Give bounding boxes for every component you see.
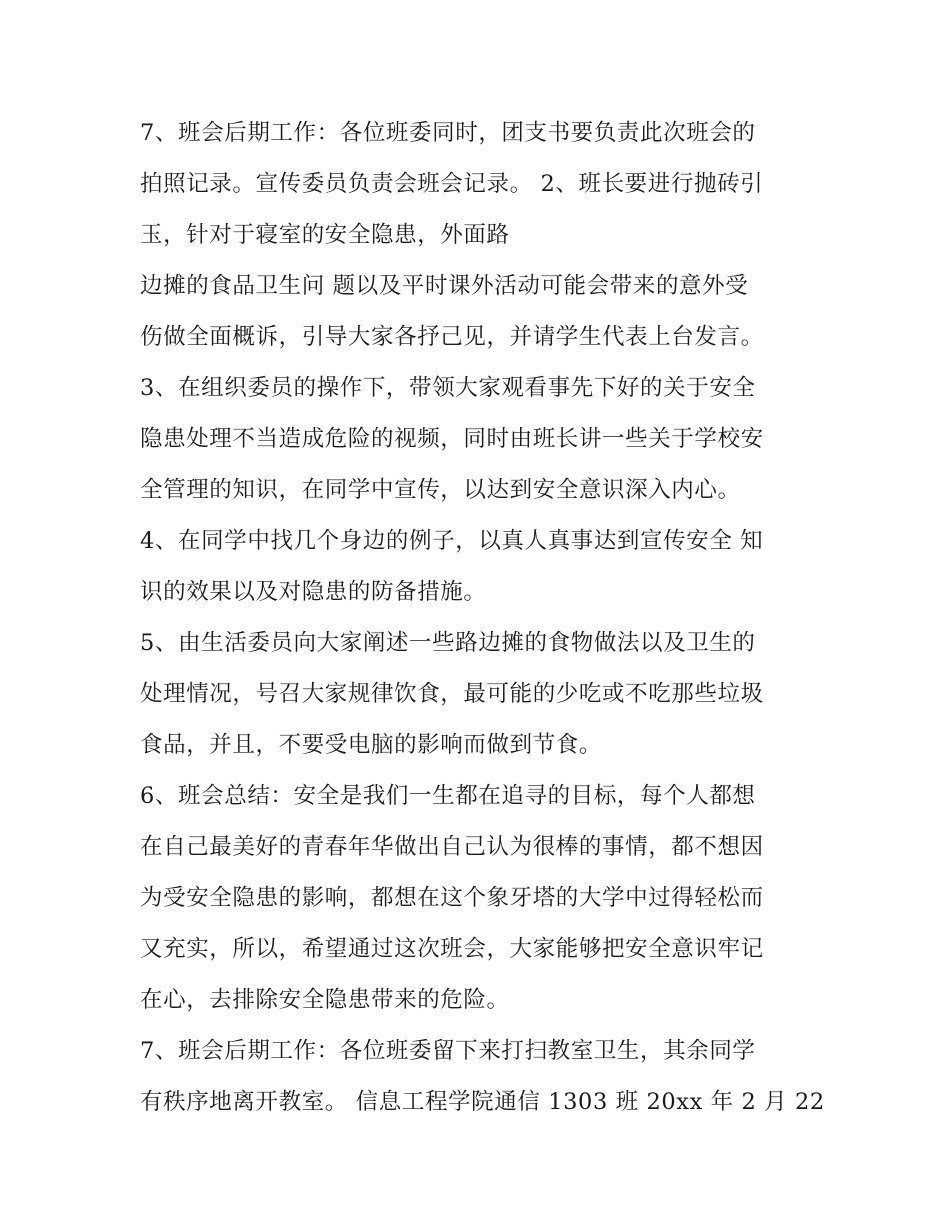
text-line: 玉，针对于寝室的安全隐患，外面路 xyxy=(140,222,510,248)
text-line: 4、在同学中找几个身边的例子，以真人真事达到宣传安全 知 xyxy=(140,528,764,554)
text-line: 在心，去排除安全隐患带来的危险。 xyxy=(140,987,510,1013)
text-line: 拍照记录。宣传委员负责会班会记录。 2、班长要进行抛砖引 xyxy=(140,171,764,197)
text-line: 7、班会后期工作：各位班委留下来打扫教室卫生，其余同学 xyxy=(140,1038,756,1064)
body-text xyxy=(140,108,825,1128)
text-line: 为受安全隐患的影响，都想在这个象牙塔的大学中过得轻松而 xyxy=(140,885,764,911)
text-line: 边摊的食品卫生问 题以及平时课外活动可能会带来的意外受 xyxy=(140,273,749,299)
text-line: 食品，并且，不要受电脑的影响而做到节食。 xyxy=(140,732,603,758)
text-line: 5、由生活委员向大家阐述一些路边摊的食物做法以及卫生的 xyxy=(140,630,756,656)
text-line: 7、班会后期工作：各位班委同时，团支书要负责此次班会的 xyxy=(140,120,756,146)
text-line: 6、班会总结：安全是我们一生都在追寻的目标，每个人都想 xyxy=(140,783,756,809)
text-line: 又充实，所以，希望通过这次班会，大家能够把安全意识牢记 xyxy=(140,936,764,962)
text-line: 3、在组织委员的操作下，带领大家观看事先下好的关于安全 xyxy=(140,375,756,401)
text-line: 有秩序地离开教室。 信息工程学院通信 1303 班 20xx 年 2 月 22 xyxy=(140,1089,825,1115)
text-line: 隐患处理不当造成危险的视频，同时由班长讲一些关于学校安 xyxy=(140,426,764,452)
text-line: 在自己最美好的青春年华做出自己认为很棒的事情，都不想因 xyxy=(140,834,764,860)
text-line: 全管理的知识，在同学中宣传，以达到安全意识深入内心。 xyxy=(140,477,741,503)
text-line: 伤做全面概诉，引导大家各抒己见，并请学生代表上台发言。 xyxy=(140,324,764,350)
text-line: 识的效果以及对隐患的防备措施。 xyxy=(140,579,487,605)
text-line: 处理情况，号召大家规律饮食，最可能的少吃或不吃那些垃圾 xyxy=(140,681,764,707)
